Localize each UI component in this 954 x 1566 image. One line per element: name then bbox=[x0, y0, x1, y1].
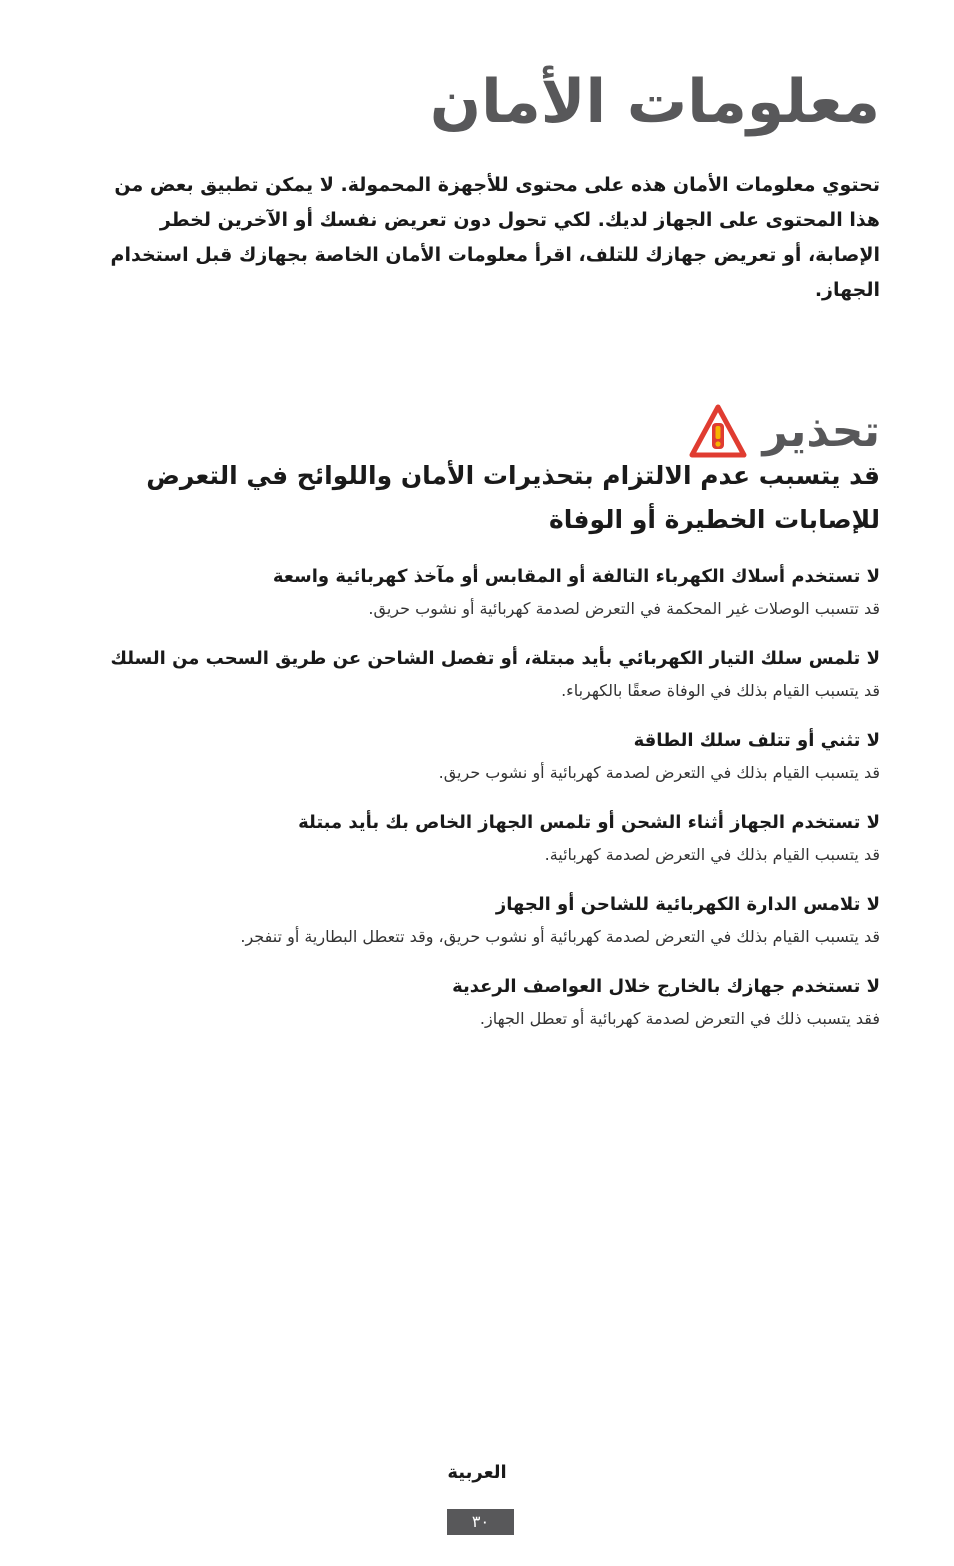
rule-title: لا تلامس الدارة الكهربائية للشاحن أو الجهاز bbox=[495, 894, 880, 915]
page-title: معلومات الأمان bbox=[429, 67, 880, 137]
rule-body: قد يتسبب القيام بذلك في التعرض لصدمة كهربائية. bbox=[544, 845, 880, 864]
rule-title: لا تستخدم جهازك بالخارج خلال العواصف الرعدية bbox=[452, 976, 880, 997]
footer-language-label: العربية bbox=[447, 1462, 507, 1483]
safety-rules-list bbox=[74, 560, 880, 1052]
warning-title: تحذير bbox=[762, 405, 880, 457]
rule-body: قد يتسبب القيام بذلك في التعرض لصدمة كهربائية أو نشوب حريق. bbox=[438, 763, 880, 782]
warning-heading: قد يتسبب عدم الالتزام بتحذيرات الأمان واللوائح في التعرض للإصابات الخطيرة أو الوفاة bbox=[146, 461, 880, 534]
intro-paragraph: تحتوي معلومات الأمان هذه على محتوى للأجهزة المحمولة. لا يمكن تطبيق بعض من هذا المحتوى على الجهاز لديك. لكي تحول دون تعريض نفسك أو الآخرين لخطر الإصابة، أو تعريض جهازك للتلف، اقرأ معلومات الأمان الخاصة بجهازك قبل استخدام الجهاز. bbox=[110, 174, 880, 301]
safety-rule bbox=[74, 560, 880, 624]
page-number: ٣٠ bbox=[447, 1509, 514, 1535]
rule-body: قد يتسبب القيام بذلك في الوفاة صعقًا بالكهرباء. bbox=[561, 681, 880, 700]
rule-title: لا تستخدم أسلاك الكهرباء التالفة أو المقابس أو مآخذ كهربائية واسعة bbox=[272, 566, 880, 587]
rule-title: لا تستخدم الجهاز أثناء الشحن أو تلمس الجهاز الخاص بك بأيد مبتلة bbox=[298, 812, 880, 833]
safety-rule bbox=[74, 888, 880, 952]
rule-title: لا تثني أو تتلف سلك الطاقة bbox=[633, 730, 880, 751]
warning-triangle-icon bbox=[688, 403, 748, 459]
rule-title: لا تلمس سلك التيار الكهربائي بأيد مبتلة، أو تفصل الشاحن عن طريق السحب من السلك bbox=[110, 648, 880, 669]
rule-body: قد تتسبب الوصلات غير المحكمة في التعرض لصدمة كهربائية أو نشوب حريق. bbox=[368, 599, 880, 618]
rule-body: فقد يتسبب ذلك في التعرض لصدمة كهربائية أو تعطل الجهاز. bbox=[479, 1009, 880, 1028]
safety-rule bbox=[74, 724, 880, 788]
safety-rule bbox=[74, 642, 880, 706]
safety-rule bbox=[74, 806, 880, 870]
rule-body: قد يتسبب القيام بذلك في التعرض لصدمة كهربائية أو نشوب حريق، وقد تتعطل البطارية أو تنفجر. bbox=[240, 927, 880, 946]
safety-rule bbox=[74, 970, 880, 1034]
